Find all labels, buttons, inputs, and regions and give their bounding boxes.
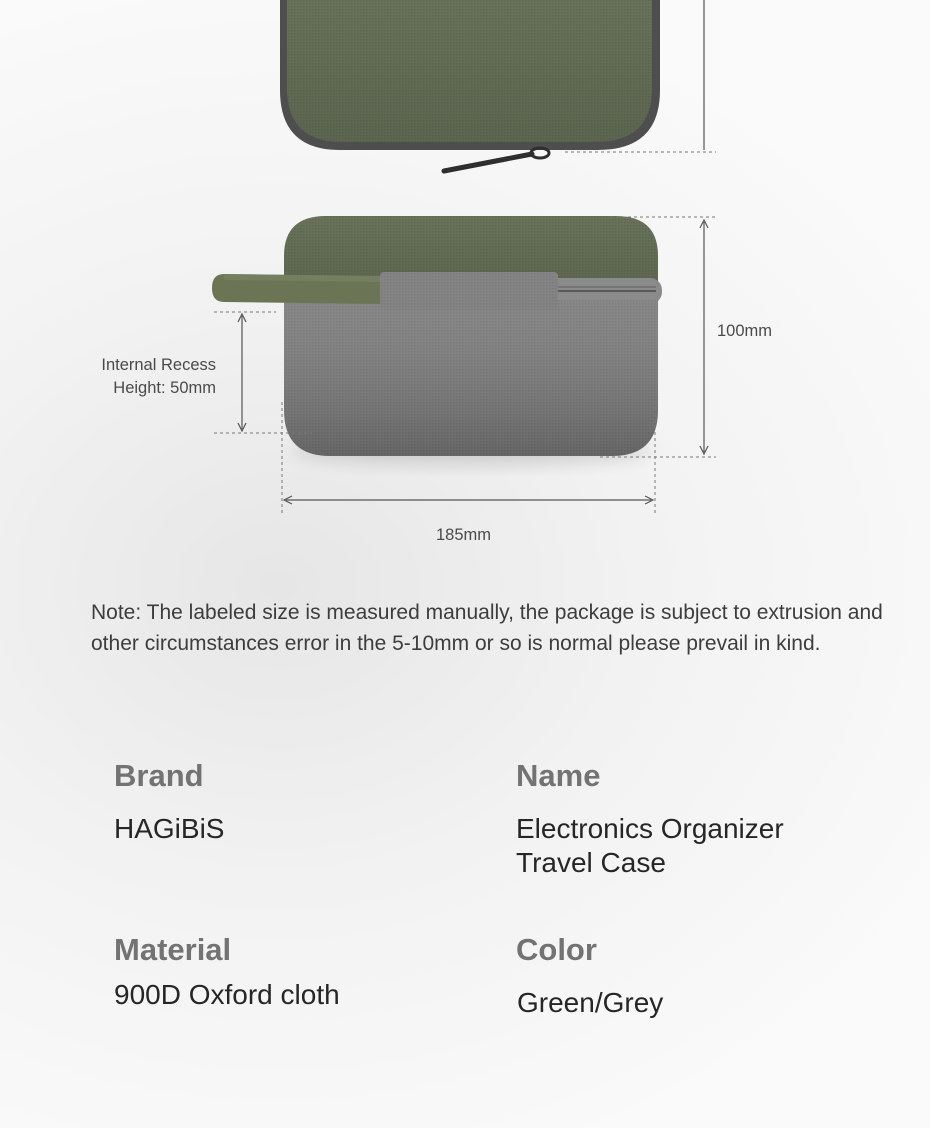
recess-label-line2: Height: 50mm — [113, 379, 216, 397]
brand-value: HAGiBiS — [114, 813, 225, 844]
name-value — [516, 812, 784, 880]
size-note: Note: The labeled size is measured manually, the package is subject to extrusion and other circumstances error in the 5-10mm or so is normal please prevail in kind. — [91, 601, 883, 655]
name-label: Name — [516, 758, 601, 793]
name-value-line1: Electronics Organizer — [516, 813, 784, 844]
material-value: 900D Oxford cloth — [114, 979, 340, 1010]
zipper-pull — [444, 148, 549, 171]
color-value: Green/Grey — [517, 987, 664, 1018]
color-label: Color — [516, 932, 597, 967]
height-dimension-label: 100mm — [717, 322, 773, 340]
top-case-view — [280, 0, 660, 150]
product-illustration — [0, 0, 930, 560]
recess-height-label — [60, 354, 216, 400]
brand-label: Brand — [114, 758, 204, 793]
name-value-line2: Travel Case — [516, 847, 666, 878]
width-dimension-label: 185mm — [436, 526, 492, 544]
material-label: Material — [114, 932, 232, 967]
carry-strap — [212, 272, 558, 310]
side-case-view — [280, 216, 662, 456]
recess-label-line1: Internal Recess — [101, 356, 216, 374]
